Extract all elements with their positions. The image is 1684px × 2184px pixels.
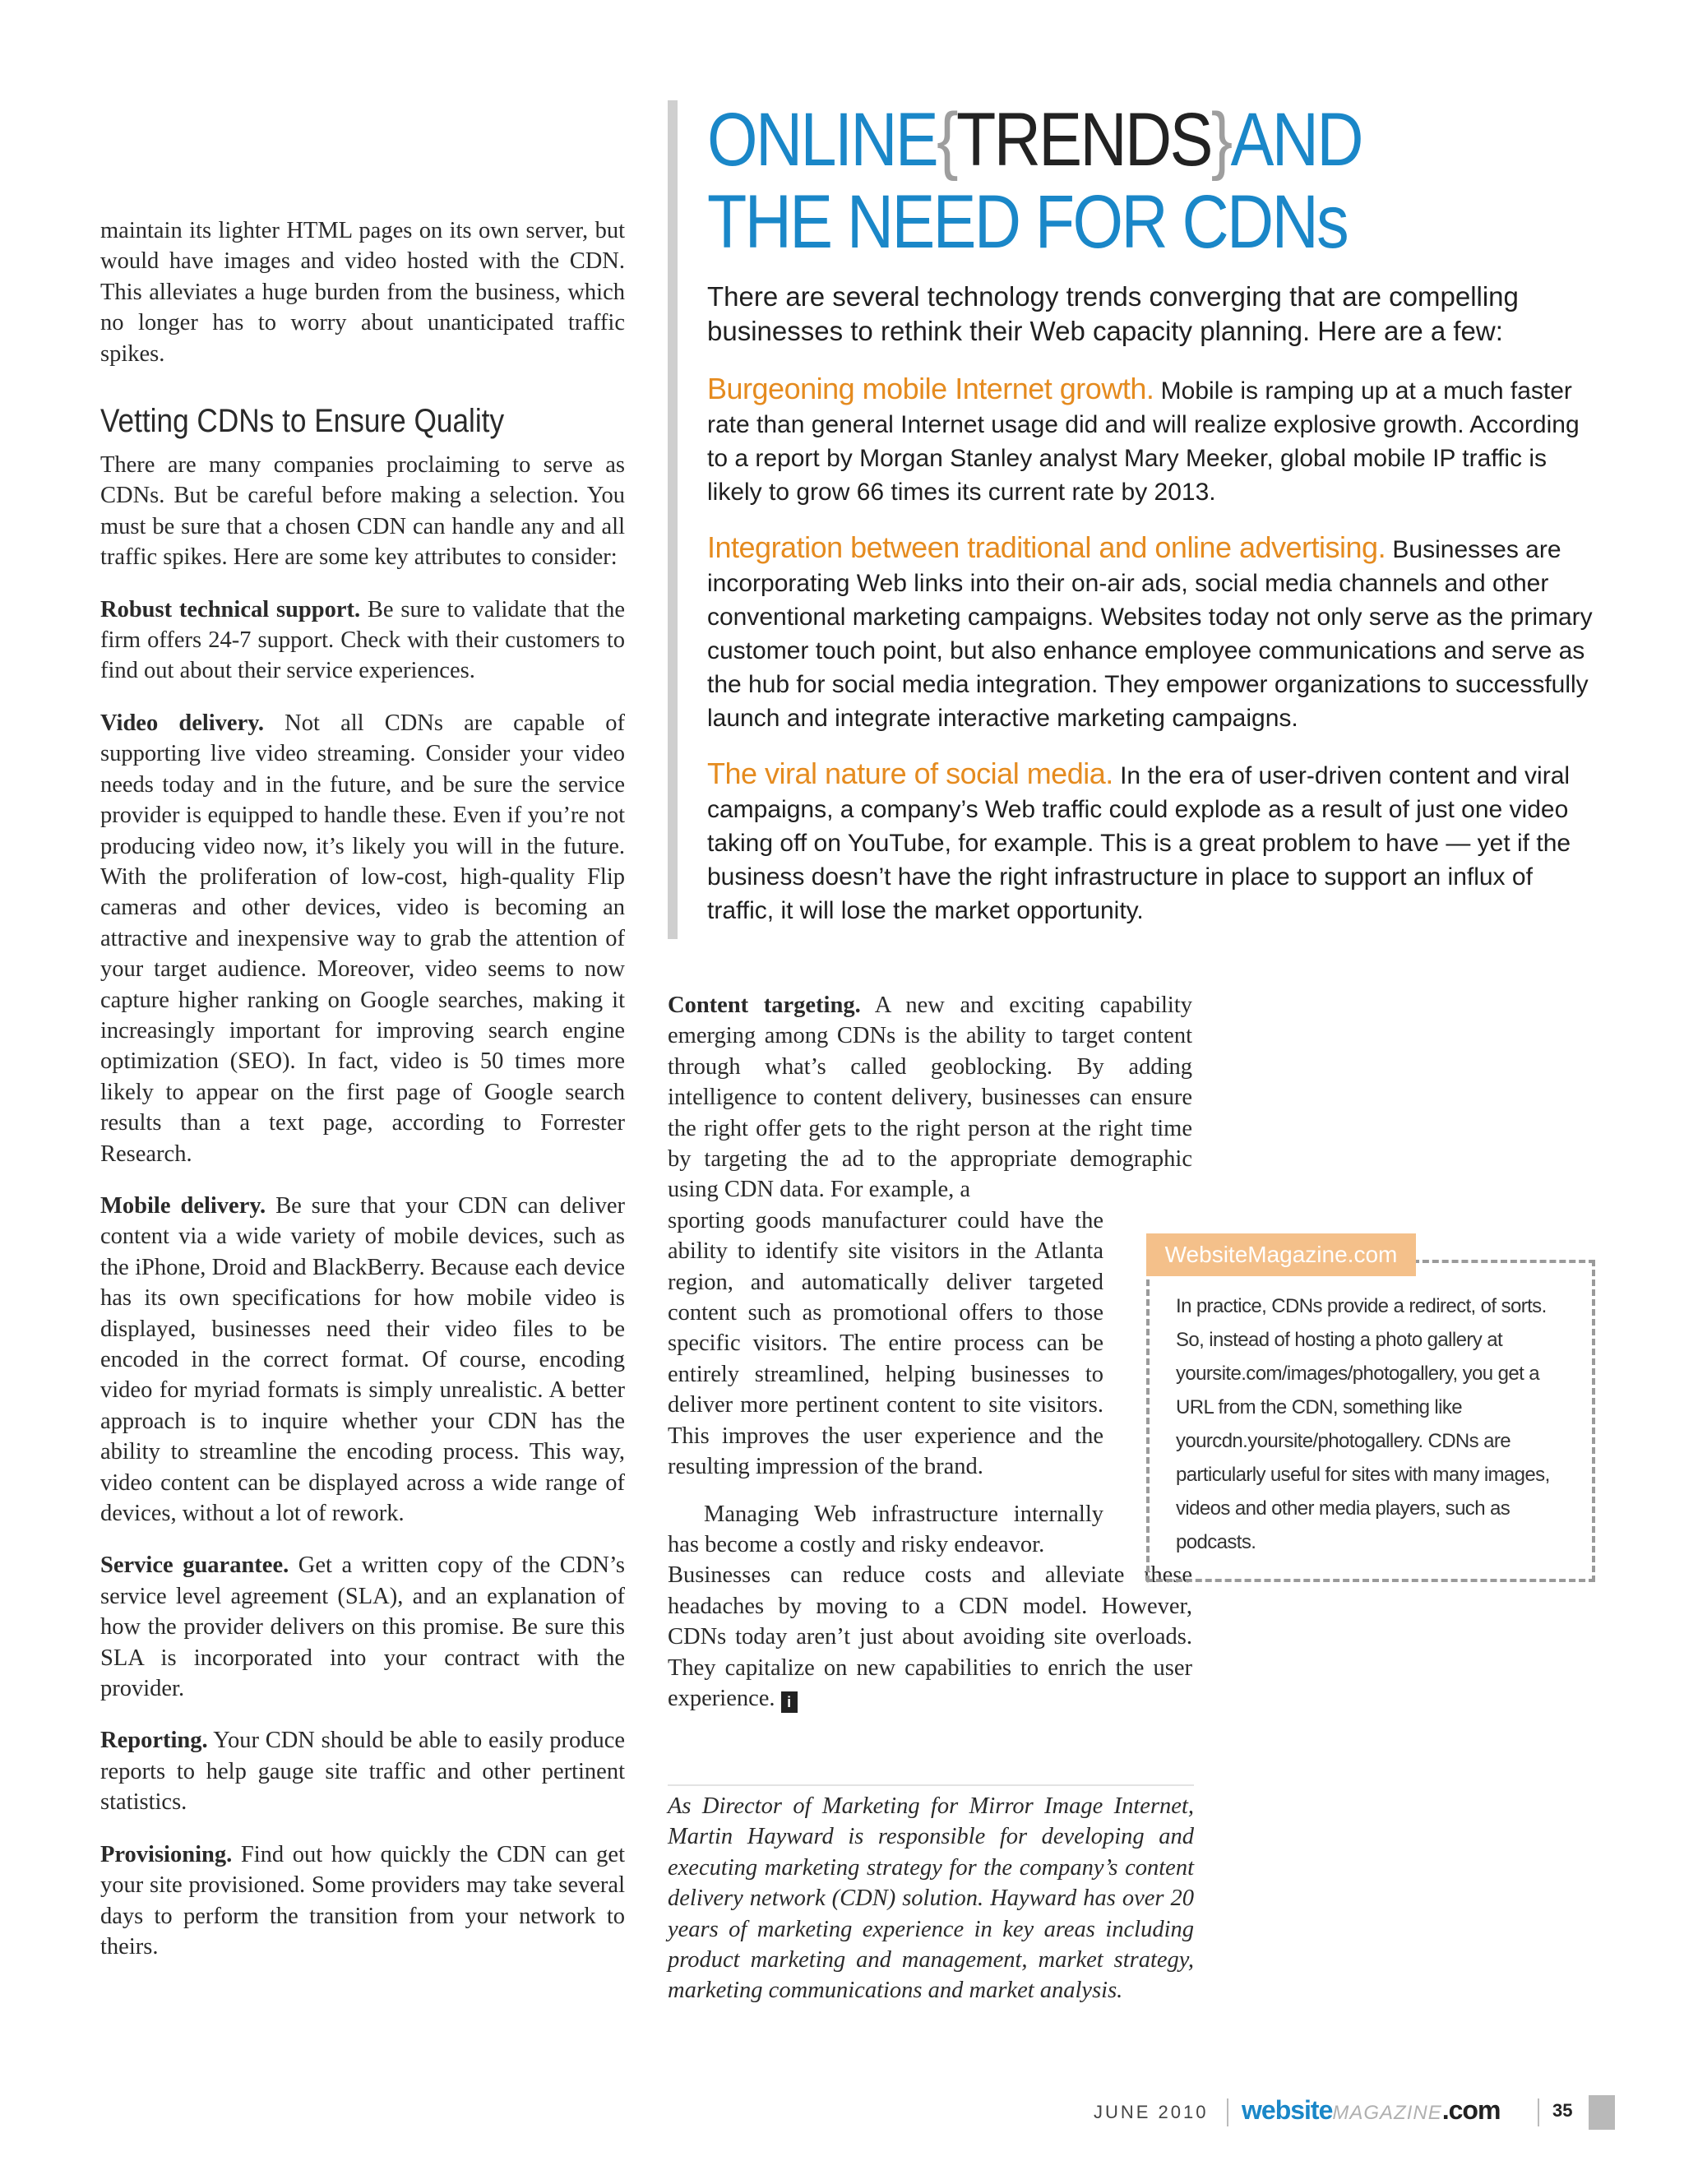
left-intro-paragraph: maintain its lighter HTML pages on its own server, but would have images and video hosted with the CDN. This alleviates a huge burden from the business, which no longer has to worry about unanticipated traffic spikes. bbox=[100, 218, 625, 367]
content-targeting-text: A new and exciting capability emerging among CDNs is the ability to target content through what’s called geoblocking. By adding intelligence to content delivery, businesses can ensure the right offer gets to the right person at the right time by targeting the ad to the appropriate demographic using CDN data. For example, a bbox=[668, 993, 1192, 1203]
trend-heading: Integration between traditional and online advertising. bbox=[707, 530, 1386, 564]
brace-open: { bbox=[937, 98, 956, 182]
logo-website: website bbox=[1242, 2095, 1333, 2125]
attribute-lead: Provisioning. bbox=[100, 1841, 233, 1867]
trend-item bbox=[707, 757, 1595, 928]
attribute-item bbox=[100, 1839, 625, 1963]
trend-item bbox=[707, 530, 1595, 735]
callout-border-top bbox=[1413, 1260, 1595, 1263]
attribute-item bbox=[100, 1550, 625, 1704]
attribute-lead: Service guarantee. bbox=[100, 1552, 289, 1579]
footer-date: JUNE 2010 bbox=[1094, 2102, 1209, 2122]
content-targeting-paragraph bbox=[668, 990, 1192, 1205]
attribute-lead: Reporting. bbox=[100, 1728, 208, 1754]
feature-title-line-2: THE NEED FOR CDNs bbox=[707, 180, 1348, 264]
left-column bbox=[100, 215, 625, 1983]
infrastructure-paragraph-end bbox=[668, 1560, 1192, 1714]
middle-column bbox=[668, 990, 1192, 1714]
attribute-text: Be sure that your CDN can deliver content via a wide variety of mobile devices, such as the iPhone, Droid and BlackBerry. Because each device has its own specifications for how mobile video is displayed, businesses need their video files to be encoded in the correct format. Of course, encoding video for myriad formats is simply unrealistic. A better approach is to inquire whether your CDN has the ability to streamline the encoding process. This way, video content can be displayed across a wide range of devices, without a lot of rework. bbox=[100, 1192, 625, 1527]
title-word-and: AND bbox=[1230, 98, 1362, 182]
author-bio-text: As Director of Marketing for Mirror Image Internet, Martin Hayward is responsible for developing and executing marketing strategy for the company’s content delivery network (CDN) solution. Hayward has over 20 years of marketing experience in key areas including product marketing and management, market strategy, marketing communications and market analysis. bbox=[668, 1793, 1194, 2004]
infrastructure-text: Businesses can reduce costs and alleviate these headaches by moving to a CDN model. However, CDNs today aren’t just about avoiding site overloads. They capitalize on new capabilities to enrich the user experience. bbox=[668, 1562, 1192, 1711]
brace-close: } bbox=[1210, 98, 1231, 182]
attribute-text: Be sure to validate that the firm offers 24-7 support. Check with their customers to find out about their service experiences. bbox=[100, 596, 625, 684]
attribute-item bbox=[100, 1191, 625, 1529]
website-magazine-logo bbox=[1242, 2095, 1500, 2126]
logo-magazine: MAGAZINE bbox=[1332, 2102, 1442, 2124]
feature-title bbox=[707, 99, 1645, 263]
bio-divider bbox=[668, 1784, 1194, 1786]
trend-text: Mobile is ramping up at a much faster rate than general Internet usage did and will realize explosive growth. According to a report by Morgan Stanley analyst Mary Meeker, global mobile IP traffic is likely to grow 66 times its current rate by 2013. bbox=[707, 377, 1580, 506]
attribute-text: Your CDN should be able to easily produce reports to help gauge site traffic and other pertinent statistics. bbox=[100, 1728, 625, 1816]
logo-com: .com bbox=[1441, 2095, 1501, 2125]
infrastructure-paragraph-start: Managing Web infrastructure internally has become a costly and risky endeavor. bbox=[668, 1501, 1103, 1557]
feature-title-line-1 bbox=[707, 99, 1513, 181]
trend-heading: Burgeoning mobile Internet growth. bbox=[707, 372, 1154, 405]
page-footer bbox=[1094, 2095, 1620, 2131]
attribute-text: Not all CDNs are capable of supporting live video streaming. Consider your video needs today and in the future, and be sure the service provider is equipped to handle these. Even if you’re not producing video now, it’s likely you will in the future. With the proliferation of low-cost, high-quality Flip cameras and other devices, video is becoming an attractive and inexpensive way to grab the attention of your target audience. Moreover, video seems to now capture higher ranking on Google searches, making it increasingly important for improving search engine optimization (SEO). In fact, video is 50 times more likely to appear on the first page of Google search results than a text page, according to Forrester Research. bbox=[100, 710, 625, 1167]
left-paragraph: There are many companies proclaiming to serve as CDNs. But be careful before making a selection. You must be sure that a chosen CDN can handle any and all traffic spikes. Here are some key attributes to consider: bbox=[100, 452, 625, 571]
end-mark-icon: i bbox=[781, 1691, 798, 1713]
author-bio bbox=[668, 1791, 1194, 2006]
attribute-lead: Video delivery. bbox=[100, 710, 265, 736]
callout-text: In practice, CDNs provide a redirect, of sorts. So, instead of hosting a photo gallery at yoursite.com/images/photogallery, you get a URL from the CDN, something like yourcdn.yoursite/photogallery. CDNs are particularly useful for sites with many images, videos and other media players, such as podcasts. bbox=[1176, 1295, 1550, 1553]
trend-text: Businesses are incorporating Web links into their on-air ads, social media channels and other conventional marketing campaigns. Websites today not only serve as the primary customer touch point, but also enhance employee communications and serve as the hub for social media integration. They empower organizations to successfully launch and integrate interactive marketing campaigns. bbox=[707, 536, 1593, 732]
attribute-item bbox=[100, 708, 625, 1169]
trend-text: In the era of user-driven content and viral campaigns, a company’s Web traffic could explode as a result of just one video taking off on YouTube, for example. This is a great problem to have — yet if the business doesn’t have the right infrastructure in place to support an influx of traffic, it will lose the market opportunity. bbox=[707, 762, 1571, 924]
trend-heading: The viral nature of social media. bbox=[707, 757, 1113, 790]
footer-separator bbox=[1538, 2098, 1539, 2126]
page-number: 35 bbox=[1552, 2100, 1573, 2121]
attribute-item bbox=[100, 1725, 625, 1817]
section-heading: Vetting CDNs to Ensure Quality bbox=[100, 403, 505, 440]
footer-separator bbox=[1227, 2098, 1228, 2126]
attribute-item bbox=[100, 595, 625, 687]
title-word-trends: TRENDS bbox=[955, 98, 1211, 182]
feature-accent-bar bbox=[668, 100, 678, 939]
callout-tab: WebsiteMagazine.com bbox=[1146, 1233, 1416, 1276]
attribute-text: Get a written copy of the CDN’s service level agreement (SLA), and an explanation of how the provider delivers on this promise. Be sure this SLA is incorporated into your contract with the provider. bbox=[100, 1552, 625, 1702]
content-targeting-lead: Content targeting. bbox=[668, 993, 861, 1018]
title-word-online: ONLINE bbox=[707, 98, 937, 182]
attribute-lead: Mobile delivery. bbox=[100, 1192, 266, 1219]
attribute-text: Find out how quickly the CDN can get your site provisioned. Some providers may take several days to perform the transition from your network to theirs. bbox=[100, 1841, 625, 1960]
attribute-lead: Robust technical support. bbox=[100, 596, 361, 622]
feature-intro: There are several technology trends converging that are compelling businesses to rethink their Web capacity planning. Here are a few: bbox=[707, 281, 1519, 346]
content-targeting-continued: sporting goods manufacturer could have the ability to identify site visitors in the Atlanta region, and automatically deliver targeted content such as promotional offers to those specific visitors. The entire process can be entirely streamlined, helping businesses to deliver more pertinent content to site visitors. This improves the user experience and the resulting impression of the brand. bbox=[668, 1207, 1103, 1480]
feature-body bbox=[707, 280, 1595, 949]
trend-item bbox=[707, 372, 1595, 509]
footer-tab-marker bbox=[1589, 2095, 1615, 2130]
